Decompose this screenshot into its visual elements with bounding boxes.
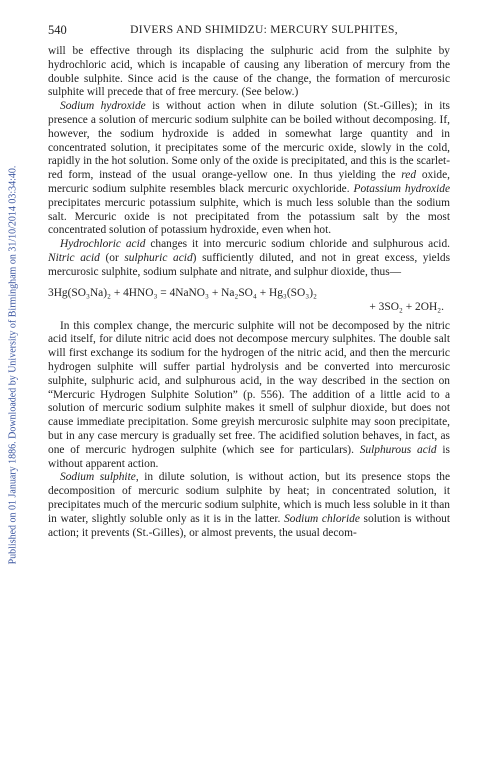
equation-line-1: 3Hg(SO₃Na)₂ + 4HNO₃ = 4NaNO₃ + Na₂SO₄ + Hg₃(SO₃)₂ — [48, 286, 317, 299]
term-sodium-chloride: Sodium chloride — [284, 512, 360, 525]
term-sodium-sulphite: Sodium sulphite — [60, 471, 136, 484]
chemical-equation — [48, 286, 450, 314]
running-head: DIVERS AND SHIMIDZU: MERCURY SULPHITES, — [130, 24, 398, 36]
paragraph-sodium-hydroxide: Sodium hydroxide is without action when in dilute solution (St.-Gilles); in its presence a solution of mercuric sodium sulphite can be boiled without decomposing. If, however, the sodium hydroxide is added in somewhat large quantity and in concentrated solution, it precipitates some of the mercuric oxide, slowly in the cold, rapidly in the hot solution. Some only of the oxide is precipitated, and this is the scarlet-red form, instead of the usual orange-yellow one. In thus yielding the red oxide, mercuric sodium sulphite resembles black mercuric oxychloride. Potassium hydroxide precipitates mercuric potassium sulphite, which is much less soluble than the sodium salt. Mercuric oxide is not precipitated from the potassium salt by the most concentrated solution of potassium hydroxide, even when hot. — [48, 100, 450, 237]
side-note-text: Published on 01 January 1886. Downloaded by University of Birmingham on 31/10/2014 03:34:40. — [7, 165, 19, 565]
term-potassium-hydroxide: Potassium hydroxide — [353, 182, 450, 195]
term-sodium-hydroxide: Sodium hydroxide — [60, 100, 146, 113]
term-sulphuric-acid: sulphuric acid — [124, 251, 193, 264]
paragraph-complex-change: In this complex change, the mercuric sulphite will not be decomposed by the nitric acid itself, for dilute nitric acid does not decompose mercury sulphites. The double salt will first exchange its sodium for the hydrogen of the nitric acid, and then the mercuric hydrogen sulphite will suffer partial hydrolysis and be converted into mercurosic sulphite, sulphuric acid, and sulphurous acid, in the way described in the section on “Mercuric Hydrogen Sulphite Solution” (p. 556). The addition of a little acid to a solution of mercuric sodium sulphite makes it smell of sulphur dioxide, but does not cause immediate precipitation. Some greyish mercurosic sulphite may soon precipitate, but in any case mercury is gradually set free. The acidified solution behaves, in fact, as one of mercuric hydrogen sulphite (which see for particulars). Sulphurous acid is without apparent action. — [48, 319, 450, 470]
equation-line-2: + 3SO₂ + 2OH₂. — [369, 300, 444, 313]
term-nitric-acid: Nitric acid — [48, 251, 100, 264]
term-hydrochloric-acid: Hydrochloric acid — [60, 238, 146, 251]
page-header — [48, 22, 450, 38]
paragraph-hydrochloric-acid: Hydrochloric acid changes it into mercuric sodium chloride and sulphurous acid. Nitric acid (or sulphuric acid) sufficiently diluted, and not in great excess, yields mercurosic sulphite, sodium sulphate and nitrate, and sulphur dioxide, thus— — [48, 238, 451, 278]
publication-side-note — [6, 60, 20, 670]
term-red: red — [401, 169, 417, 182]
paragraph-sodium-sulphite: Sodium sulphite, in dilute solution, is without action, but its presence stops the decomposition of mercuric sodium sulphite by heat; in concentrated solution, it precipitates much of the mercuric sodium sulphite, which is much less soluble in it than in water, slightly soluble only as it is in the latter. Sodium chloride solution is without action; it prevents (St.-Gilles), or almost prevents, the usual decom- — [48, 471, 451, 539]
page-number: 540 — [48, 23, 67, 37]
body-text — [48, 45, 450, 540]
term-sulphurous-acid: Sulphurous acid — [359, 443, 437, 456]
paragraph-1: will be effective through its displacing the sulphuric acid from the sulphite by hydrochloric acid, which is incapable of causing any liberation of mercury from the double sulphite. Since acid is the cause of the change, the formation of mercurosic sulphite will precede that of free mercury. (See below.) — [48, 45, 450, 99]
